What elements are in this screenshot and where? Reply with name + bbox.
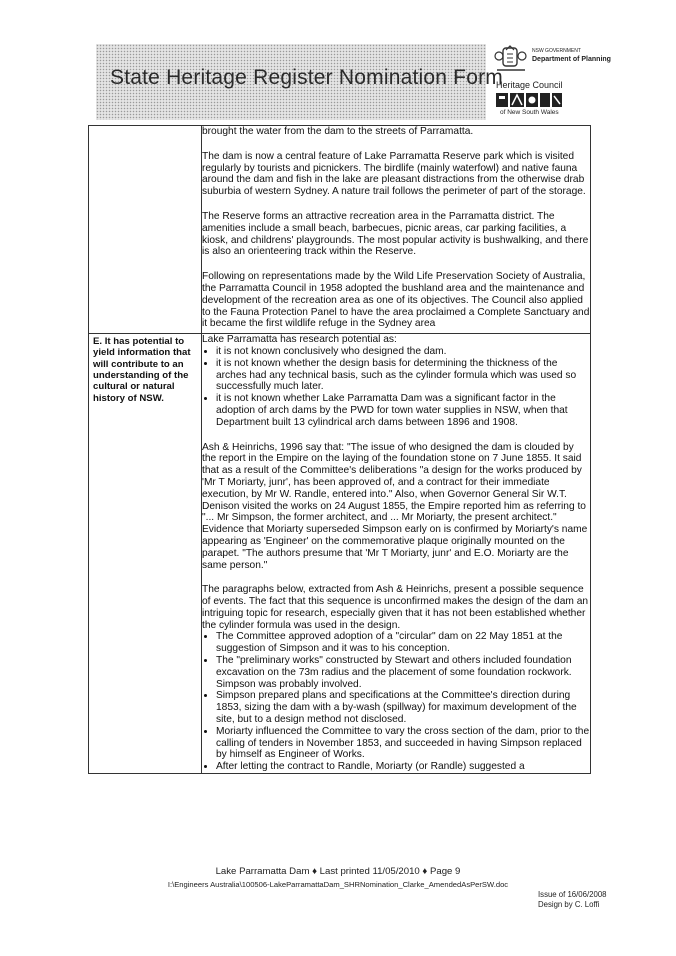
issue-date: Issue of 16/06/2008 xyxy=(538,890,607,899)
table-row xyxy=(89,334,591,774)
logo-block xyxy=(494,44,611,120)
events-list xyxy=(202,631,590,773)
table-row xyxy=(89,126,591,334)
content-cell xyxy=(202,334,591,774)
list-item: • After letting the contract to Randle, Moriarty (or Randle) suggested a xyxy=(216,761,590,773)
paragraph: Lake Parramatta has research potential as: xyxy=(202,334,397,346)
paragraph: Following on representations made by the Wild Life Preservation Society of Australia, the Parramatta Council in 1958 adopted the bushland area and the maintenance and development of the recreation area as one of its objectives. The Council also applied to the Fauna Protection Panel to have the area proclaimed a Complete Sanctuary and it became the first wildlife refuge in the Sydney area xyxy=(202,271,590,330)
nomination-table xyxy=(88,125,591,774)
criterion-cell xyxy=(89,334,202,774)
criterion-e-label: E. It has potential to yield information that will contribute to an understanding of the cultural or natural history of NSW. xyxy=(93,336,191,404)
list-item: • Moriarty influenced the Committee to vary the cross section of the dam, prior to the calling of tenders in November 1853, and succeeded in having Simpson replaced by himself as Engineer of Works. xyxy=(216,726,590,761)
issue-block xyxy=(538,890,607,909)
state-label: of New South Wales xyxy=(500,109,559,116)
heritage-council-logo-icon xyxy=(496,92,562,108)
paragraph: brought the water from the dam to the streets of Parramatta. xyxy=(202,126,474,137)
form-header-banner xyxy=(96,44,503,120)
list-item: • The Committee approved adoption of a "circular" dam on 22 May 1851 at the suggestion of Simpson and it was to his conception. xyxy=(216,631,590,655)
list-item: • Simpson prepared plans and specifications at the Committee's direction during 1853, sizing the dam with a by-wash (spillway) for maximum development of the site, but to a design method not disclosed. xyxy=(216,690,590,725)
design-credit: Design by C. Loffi xyxy=(538,899,600,909)
footer-file-path: I:\Engineers Australia\100506-LakeParramattaDam_SHRNomination_Clarke_AmendedAsPerSW.doc xyxy=(167,880,509,889)
heritage-council-label: Heritage Council xyxy=(496,80,563,90)
research-list xyxy=(202,346,590,429)
list-item: • it is not known conclusively who designed the dam. xyxy=(216,346,590,358)
nsw-government-label: NSW GOVERNMENT xyxy=(532,48,581,54)
criterion-cell-empty xyxy=(89,126,202,334)
paragraph: The paragraphs below, extracted from Ash & Heinrichs, present a possible sequence of events. The fact that this sequence is unconfirmed makes the design of the dam an intriguing topic for research, especially given that it has not been established whether the cylinder formula was used in the design. xyxy=(202,584,589,631)
paragraph: Ash & Heinrichs, 1996 say that: "The issue of who designed the dam is clouded by the report in the Empire on the laying of the foundation stone on 7 June 1855. It said that as a result of the Committee's deliberations "a design for the works produced by 'Mr T Moriarty, junr', has been approved of, and a contract for their immediate execution, by Mr W. Randle, entered into." Also, when Governor General Sir W.T. Denison visited the works on 24 August 1855, the Empire reported him as referring to "... Mr Simpson, the former architect, and ... Mr Moriarty, the present architect." Evidence that Moriarty superseded Simpson early on is confirmed by Moriarty's name appearing as 'Engineer' on the commemorative plaque originally mounted on the parapet. "The authors presume that 'Mr T Moriarty, junr' and E.O. Moriarty are the same person." xyxy=(202,441,588,571)
nsw-crest-icon xyxy=(494,44,528,74)
content-cell xyxy=(202,126,591,334)
department-label: Department of Planning xyxy=(532,56,611,63)
list-item: • it is not known whether the design basis for determining the thickness of the arches had any technical basis, such as the cylinder formula which was used so successfully much later. xyxy=(216,358,590,393)
footer-page-info: Lake Parramatta Dam ♦ Last printed 11/05/2010 ♦ Page 9 xyxy=(215,866,461,877)
form-title: State Heritage Register Nomination Form xyxy=(110,66,503,89)
paragraph: The dam is now a central feature of Lake Parramatta Reserve park which is visited regularly by tourists and picnickers. The birdlife (mainly waterfowl) and native fauna around the dam and fish in the lake are pleasant distractions from the otherwise drab suburbia of western Sydney. A nature trail follows the perimeter of part of the storage. xyxy=(202,150,586,198)
list-item: • it is not known whether Lake Parramatta Dam was a significant factor in the adoption of arch dams by the PWD for town water supplies in NSW, when that Department built 13 cylindrical arch dams between 1896 and 1908. xyxy=(216,393,590,428)
list-item: • The "preliminary works" constructed by Stewart and others included foundation excavation on the 73m radius and the placement of some foundation rockwork. Simpson was probably involved. xyxy=(216,655,590,690)
paragraph: The Reserve forms an attractive recreation area in the Parramatta district. The amenities include a small beach, barbecues, picnic areas, car parking facilities, a kiosk, and childrens' playgrounds. The most popular activity is bushwalking, and there is also an orienteering track within the Reserve. xyxy=(202,210,589,258)
